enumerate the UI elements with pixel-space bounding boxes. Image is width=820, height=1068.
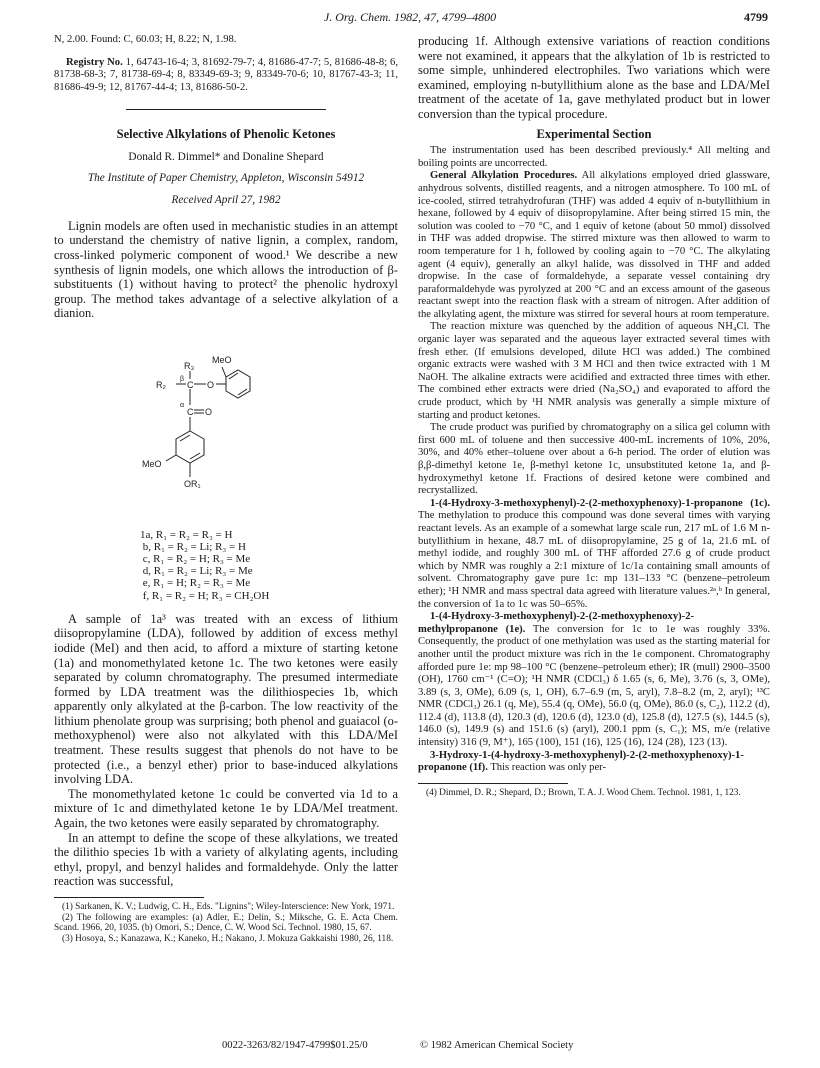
compound-item: f, R₁ = R₂ = H; R₃ = CH₂OH (140, 589, 270, 602)
struct-meo-left: MeO (142, 458, 162, 469)
experimental-paragraph: The crude product was purified by chromatography on a silica gel column with first 600 mL of toluene and then successive 400-mL increments of 10%, 20%, 30%, and 40% ether–toluene over about a 6-h period. The order of elution was β,β-dimethyl ketone 1e, β-methyl ketone 1c, unsubstituted ketone 1a, and β-hydroxymethyl ketone 1f. Fractions of desired ketone were combined and recrystallized. (418, 422, 770, 497)
left-column (54, 34, 398, 944)
experimental-paragraph: The instrumentation used has been described previously.⁴ All melting and boiling points are uncorrected. (418, 145, 770, 169)
compound-item: 1a, R₁ = R₂ = R₃ = H (140, 528, 233, 541)
page-number: 4799 (744, 10, 768, 24)
struct-r3: R₃ (184, 360, 195, 371)
struct-o-ether: O (207, 379, 215, 390)
registry-label: Registry No. (66, 56, 123, 68)
struct-c-beta: C (187, 379, 194, 390)
struct-o-carbonyl: O (205, 406, 213, 417)
right-column (418, 34, 770, 798)
footnote: (4) Dimmel, D. R.; Shepard, D.; Brown, T. A. J. Wood Chem. Technol. 1981, 1, 123. (426, 787, 741, 798)
compound-heading: 1-(4-Hydroxy-3-methoxyphenyl)-2-(2-methoxyphenoxy)-1-propanone (1c). (430, 497, 770, 509)
results-continued (418, 34, 770, 122)
compound-list (140, 529, 398, 602)
struct-or1: OR₁ (184, 478, 201, 489)
footnote: (1) Sarkanen, K. V.; Ludwig, C. H., Eds. "Lignins"; Wiley-Interscience: New York, 1971. (62, 902, 395, 912)
compound-heading: 3-Hydroxy-1-(4-hydroxy-3-methoxyphenyl)-2-(2-methoxyphenoxy)-1-propanone (1f). (418, 749, 744, 774)
experimental-paragraph: The reaction mixture was quenched by the addition of aqueous NH₄Cl. The organic layer was separated and the aqueous layer extracted several times with fresh ether. (If emulsions developed, dilute HCl was added.) The combined organic extracts were washed with 3 M HCl and then twice extracted with 1 M NaOH. The alkaline extracts were acidified and extracted three times with ether. The combined ether extracts were dried (Na₂SO₄) and evaporated to afford the crude product, which by ¹H NMR analysis was generally a simple mixture of starting and product ketones. (418, 321, 770, 421)
results-paragraph: The monomethylated ketone 1c could be converted via 1d to a mixture of 1c and dimethylated ketone 1e by LDA/MeI treatment. Again, the two ketones were easily separated by chromatography. (54, 786, 398, 831)
page-header (0, 10, 820, 28)
guaiacyl-ring (176, 431, 204, 463)
copyright: © 1982 American Chemical Society (420, 1040, 574, 1051)
footnote: (3) Hosoya, S.; Kanazawa, K.; Kaneko, H.; Nakano, J. Mokuza Gakkaishi 1980, 26, 118. (62, 933, 394, 944)
compound-item: e, R₁ = H; R₂ = R₃ = Me (140, 577, 251, 590)
received-date: Received April 27, 1982 (171, 194, 281, 207)
experimental-paragraph: General Alkylation Procedures. All alkylations employed dried glassware, anhydrous solvents, distilled reagents, and a nitrogen atmosphere. To 100 mL of ice-cooled, stirred tetrahydrofuran (THF) was added 4 equiv of n-butyllithium in hexane, followed by 4 equiv of diisopropylamine. After being stirred 15 min, the solution was cooled to −70 °C, and 1 equiv of ketone (about 50 mmol) dissolved in THF was added dropwise. The stirred mixture was then allowed to warm to room temperature for 1 h, followed by cooling again to −70 °C. The alkylating agent (4 equiv), generally an alkyl halide, was dissolved in THF and added dropwise. In the case of formaldehyde, a separate vessel containing dry paraformaldehyde was pyrolyzed at 200 °C and an excess amount of the gaseous reactant swept into the reaction flask with a stream of nitrogen. After addition of the alkylating agent, the mixture was stirred for several hours at room temperature. (418, 170, 770, 320)
footnote-divider (54, 897, 204, 898)
journal-citation: J. Org. Chem. 1982, 47, 4799–4800 (323, 10, 497, 24)
compound-item: d, R₁ = R₂ = Li; R₃ = Me (140, 565, 253, 578)
phenoxy-ring (226, 370, 250, 398)
intro-paragraph: Lignin models are often used in mechanistic studies in an attempt to understand the chemistry of native lignin, a complex, random, cross-linked polymeric component of wood.¹ We describe a new synthesis of lignin models, one which allows the introduction of β-substituents (1) without having to protect² the phenolic hydroxyl group. The method takes advantage of a selective alkylation of a dianion. (54, 218, 398, 321)
author-institution: The Institute of Paper Chemistry, Appleton, Wisconsin 54912 (87, 171, 365, 184)
results-paragraph: A sample of 1a³ was treated with an excess of lithium diisopropylamine (LDA), followed by addition of excess methyl iodide (MeI) and then acid, to afford a mixture of starting ketone (1a) and monomethylated ketone 1c. The two ketones were easily separated by column chromatography. The presumed intermediate formed by LDA treatment was the dilithiospecies 1b, which apparently only alkylated at the β-carbon. The low reactivity of the lithium phenolate group was surprising; both phenol and guaiacol (o-methoxyphenol) were also not alkylated with this LDA/MeI treatment. These results suggest that phenols do not have to be protected (i.e., a benzyl ether) prior to base-induced alkylations involving LDA. (54, 611, 398, 787)
struct-c-alpha: C (187, 406, 194, 417)
footnote: (2) The following are examples: (a) Adler, E.; Delin, S.; Miksche, G. E. Acta Chem. Scand. 1966, 20, 1035. (b) Omori, S.; Dence, C. W. Wood Sci. Technol. 1980, 15, 67. (54, 912, 398, 934)
footnote-divider (418, 783, 568, 784)
compound-item: b, R₁ = R₂ = Li; R₃ = H (140, 540, 246, 553)
footnotes (54, 902, 398, 944)
experimental-heading: Experimental Section (536, 126, 652, 141)
analysis-found: N, 2.00. Found: C, 60.03; H, 8.22; N, 1.98. (54, 34, 237, 45)
results-paragraph: In an attempt to define the scope of these alkylations, we treated the dilithio species 1b with a variety of alkylating agents, including ethyl, propyl, and benzyl halides and formaldehyde. Only the latter reaction was successful, (54, 830, 398, 889)
struct-beta: β (180, 375, 185, 383)
article-authors: Donald R. Dimmel* and Donaline Shepard (128, 150, 324, 163)
results-text (54, 612, 398, 889)
compound-procedure: 1-(4-Hydroxy-3-methoxyphenyl)-2-(2-methoxyphenoxy)-1-propanone (1c). The methylation to produce this compound was done several times with varying reactant levels. As an example of a somewhat large scale run, 217 mL of 1.6 M n-butyllithium in hexane, 48.7 mL of diisopropylamine, 25 g of 1a, 21.6 mL of methyl iodide, and roughly 300 mL of THF afforded 27.6 g of crude product which by NMR was roughly a 2:1 mixture of 1c/1a containing small amounts of solvent. Chromatography gave pure 1c: mp 131–133 °C (benzene–petroleum ether); ¹H NMR and mass spectral data agreed with literature values.²ᵃ,ᵇ In general, the conversion of 1a to 1c was 50–65%. (418, 497, 770, 610)
struct-r2: R₂ (156, 379, 166, 390)
results-paragraph: producing 1f. Although extensive variations of reaction conditions were not examined, it appears that the alkylation of 1b is restricted to some simple, unhindered electrophiles. Two variations which were examined, employing n-butyllithium alone as the base and LDA/MeI treatment of the acetate of 1a, gave methylated product but in lower conversion than the typical procedure. (418, 34, 770, 121)
section-divider (126, 109, 326, 110)
compound-item: c, R₁ = R₂ = H; R₃ = Me (140, 552, 251, 565)
chemical-structure (106, 327, 276, 522)
struct-alpha: α (180, 401, 185, 409)
footnotes (418, 788, 770, 799)
compound-procedure: 1-(4-Hydroxy-3-methoxyphenyl)-2-(2-methoxyphenoxy)-2-methylpropanone (1e). The conversion for 1c to 1e was roughly 33%. Consequently, the product of one methylation was used as the starting material for another until the product mixture was rich in the 1e component. Chromatography afforded pure 1e: mp 98–100 °C (benzene–petroleum ether); IR (mull) 2900–3500 (OH), 1760 cm⁻¹ (C=O); ¹H NMR (CDCl₃) δ 1.65 (s, 6, Me), 3.76 (s, 3, OMe), 3.89 (s, 3, OMe), 6.09 (s, 1, OH), 6.7–6.9 (m, 5, aryl), 7.8–8.2 (m, 2, aryl); ¹³C NMR (CDCl₃) 26.1 (q, Me), 55.4 (q, OMe), 56.0 (q, OMe), 86.0 (s, C₂), 112.2 (d), 112.4 (d), 113.8 (d), 120.3 (d), 120.6 (d), 123.0 (d), 125.8 (d), 127.5 (s), 144.5 (s), 146.0 (s), 149.9 (s) and 151.6 (s) (aryl), 200.1 ppm (s, C₁); MS, m/e (relative intensity) 316 (9, M⁺), 165 (100), 151 (16), 125 (16), 124 (28), 123 (13). (418, 611, 770, 749)
intro-text (54, 219, 398, 321)
registry-text: 1, 64743-16-4; 3, 81692-79-7; 4, 81686-47-7; 5, 81686-48-8; 6, 81738-68-3; 7, 81738-69-4; 8, 83349-69-3; 9, 83349-70-6; 10, 81767-43-3; 11, 81686-49-9; 12, 81767-44-4; 13, 81686-50-2. (54, 56, 398, 93)
registry-numbers (54, 57, 398, 95)
article-code: 0022-3263/82/1947-4799$01.25/0 (222, 1040, 368, 1051)
procedure-heading: General Alkylation Procedures. (430, 170, 578, 182)
compound-procedure: 3-Hydroxy-1-(4-hydroxy-3-methoxyphenyl)-2-(2-methoxyphenoxy)-1-propanone (1f). This reaction was only per- (418, 749, 744, 774)
compound-heading: 1-(4-Hydroxy-3-methoxyphenyl)-2-(2-methoxyphenoxy)-2-methylpropanone (1e). (418, 611, 695, 635)
struct-meo-top: MeO (212, 354, 232, 365)
article-title: Selective Alkylations of Phenolic Ketones (116, 127, 336, 142)
